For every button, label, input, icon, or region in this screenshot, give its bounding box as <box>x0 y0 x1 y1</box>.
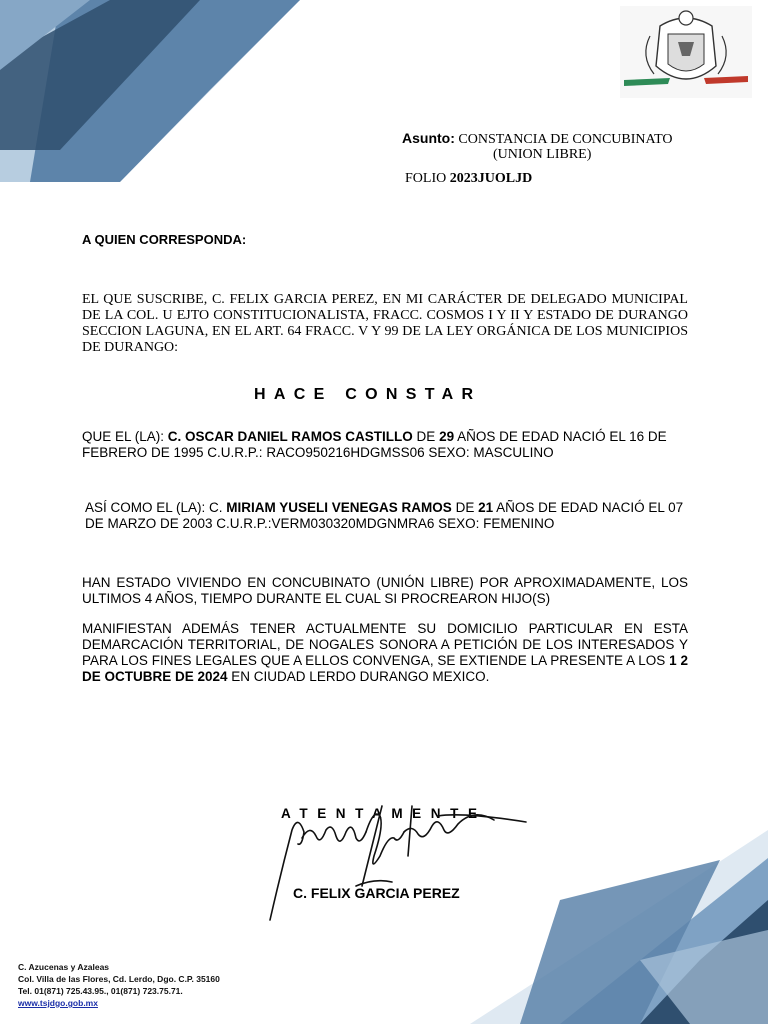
footer-phone: Tel. 01(871) 725.43.95., 01(871) 723.75.71. <box>18 986 183 996</box>
signer-name: C. FELIX GARCIA PEREZ <box>293 885 460 901</box>
subject-value: CONSTANCIA DE CONCUBINATO <box>458 132 673 147</box>
subject-label: Asunto: <box>402 130 455 146</box>
folio-value: 2023JUOLJD <box>449 171 533 186</box>
document-heading: HACE CONSTAR <box>254 386 482 403</box>
domicile-text: MANIFIESTAN ADEMÁS TENER ACTUALMENTE SU DOMICILIO PARTICULAR EN ESTA DEMARCACIÓN TERRITORIAL, DE NOGALES SONORA A PETICIÓN DE LOS INTERESADOS Y PARA LOS FINES LEGALES QUE A ELLOS CONVENGA, SE EXTIENDE LA PRESENTE A LOS <box>82 621 688 668</box>
coat-of-arms-logo <box>620 6 752 98</box>
issue-date: 1 2 DE OCTUBRE DE 2024 <box>82 653 688 684</box>
person2-age: 21 <box>478 500 494 515</box>
person2-prefix: ASÍ COMO EL (LA): C. <box>85 500 227 515</box>
subject-value-line2: (UNION LIBRE) <box>493 147 592 162</box>
greeting: A QUIEN CORRESPONDA: <box>82 232 247 247</box>
domicile-end: EN CIUDAD LERDO DURANGO MEXICO. <box>227 669 490 684</box>
subject-line <box>402 130 672 148</box>
person1-paragraph <box>82 429 692 461</box>
person2-details: AÑOS DE EDAD NACIÓ EL 07 DE MARZO DE 2003 C.U.R.P.:VERM030320MDGNMRA6 SEXO: FEMENINO <box>85 500 684 531</box>
person1-name: C. OSCAR DANIEL RAMOS CASTILLO <box>167 429 413 444</box>
domicile-paragraph <box>82 621 688 685</box>
intro-paragraph: EL QUE SUSCRIBE, C. FELIX GARCIA PEREZ, EN MI CARÁCTER DE DELEGADO MUNICIPAL DE LA COL. U EJTO CONSTITUCIONALISTA, FRACC. COSMOS I Y II Y ESTADO DE DURANGO SECCION LAGUNA, EN EL ART. 64 FRACC. V Y 99 DE LA LEY ORGÁNICA DE LOS MUNICIPIOS DE DURANGO: <box>82 292 688 355</box>
footer-contact <box>18 961 220 1009</box>
person1-details: AÑOS DE EDAD NACIÓ EL 16 DE FEBRERO DE 1995 C.U.R.P.: RACO950216HDGMSS06 SEXO: MASCULINO <box>82 429 667 460</box>
footer-address-line2: Col. Villa de las Flores, Cd. Lerdo, Dgo. C.P. 35160 <box>18 974 220 984</box>
person1-age: 29 <box>439 429 455 444</box>
person1-prefix: QUE EL (LA): <box>82 429 168 444</box>
folio-line <box>405 171 532 187</box>
folio-label: FOLIO <box>405 171 447 186</box>
handwritten-signature <box>262 786 532 926</box>
footer-address-line1: C. Azucenas y Azaleas <box>18 962 110 972</box>
footer-website-link[interactable]: www.tsjdgo.gob.mx <box>18 998 98 1008</box>
person2-paragraph <box>85 500 685 532</box>
person2-de: DE <box>451 500 479 515</box>
person1-de: DE <box>412 429 440 444</box>
person2-name: MIRIAM YUSELI VENEGAS RAMOS <box>226 500 452 515</box>
closing-word: ATENTAMENTE <box>281 806 487 821</box>
cohabitation-paragraph: HAN ESTADO VIVIENDO EN CONCUBINATO (UNIÓN LIBRE) POR APROXIMADAMENTE, LOS ULTIMOS 4 AÑOS, TIEMPO DURANTE EL CUAL SI PROCREARON HIJO(S) <box>82 575 688 606</box>
